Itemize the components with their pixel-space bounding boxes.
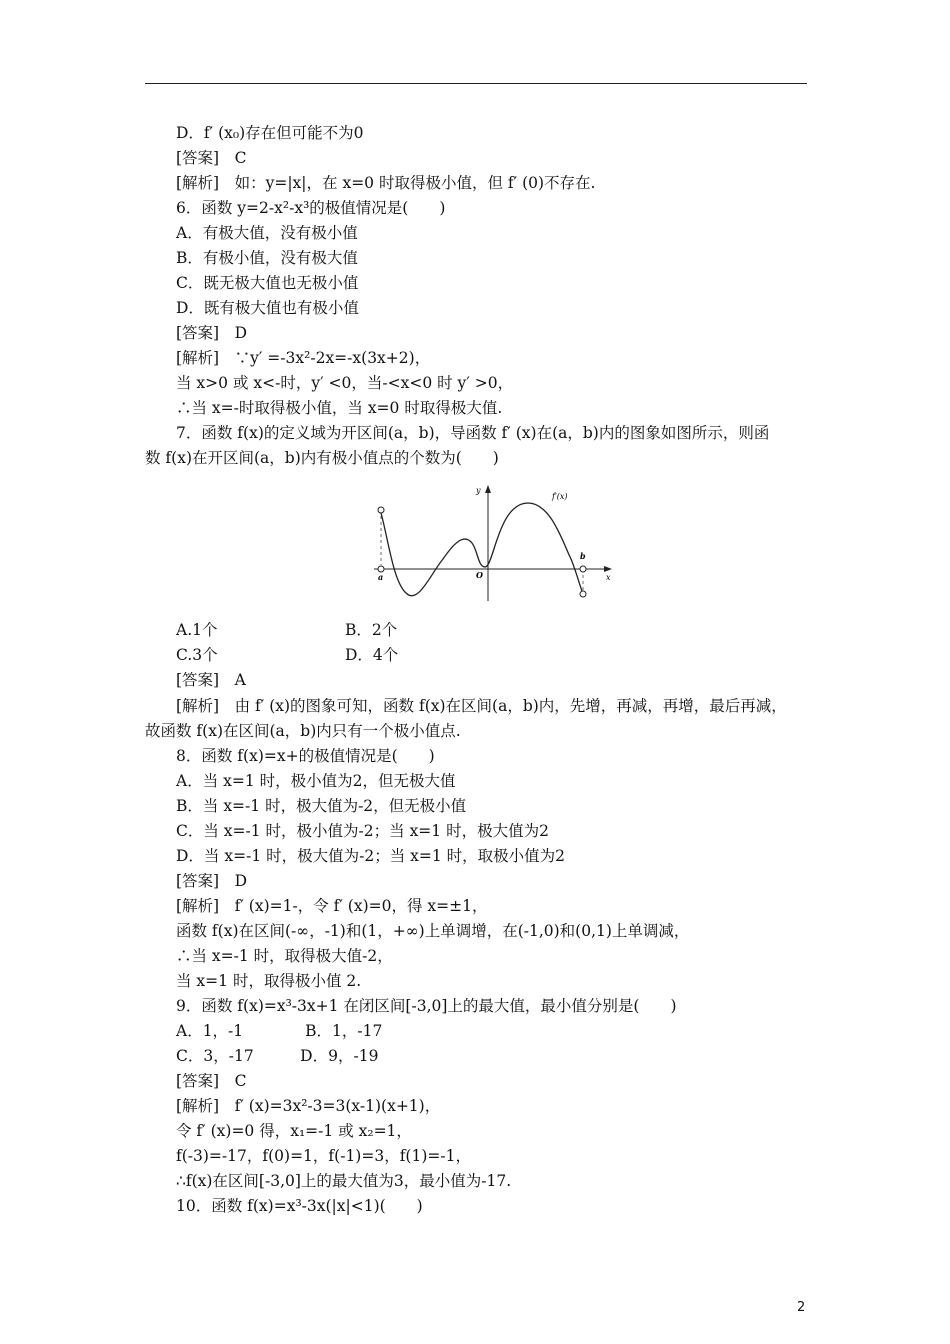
b-label: b: [580, 551, 586, 561]
header-rule: [145, 83, 807, 84]
text-line: 10．函数 f(x)=x³-3x(|x|<1)( ): [176, 1197, 423, 1215]
text-line: 当 x>0 或 x<-时，y′ <0，当-<x<0 时 y′ >0，: [176, 374, 514, 392]
option-b: B．2个: [345, 621, 398, 639]
text-line: 6．函数 y=2-x²-x³的极值情况是( ): [176, 199, 446, 217]
text-line: A．当 x=1 时，极小值为2，但无极大值: [176, 772, 456, 790]
open-point-b-bottom: [580, 591, 586, 597]
text-line: 9．函数 f(x)=x³-3x+1 在闭区间[-3,0]上的最大值，最小值分别是( ): [176, 997, 677, 1015]
text-line: [解析] 由 f′ (x)的图象可知，函数 f(x)在区间(a，b)内，先增，再减，再增，最后再减，: [176, 697, 787, 715]
page-number: 2: [797, 1300, 806, 1315]
option-c: C.3个: [176, 646, 218, 664]
text-line: 函数 f(x)在区间(-∞，-1)和(1，+∞)上单调增，在(-1,0)和(0,1)上单调减，: [176, 922, 690, 940]
text-line: ∴当 x=-1 时，取得极大值-2，: [176, 947, 393, 965]
text-line: A．1，-1 B．1，-17: [176, 1022, 383, 1040]
text-line: 8．函数 f(x)=x+的极值情况是( ): [176, 747, 435, 765]
y-label: y: [476, 486, 481, 495]
text-line: 故函数 f(x)在区间(a，b)内只有一个极小值点.: [145, 722, 461, 740]
text-line: [答案] D: [176, 324, 248, 342]
text-line: 数 f(x)在开区间(a，b)内有极小值点的个数为( ): [145, 449, 499, 467]
text-line: ∴f(x)在区间[-3,0]上的最大值为3，最小值为-17.: [176, 1172, 512, 1190]
text-line: [答案] C: [176, 149, 247, 167]
open-point-b: [580, 566, 586, 572]
text-line: f(-3)=-17，f(0)=1，f(-1)=3，f(1)=-1，: [176, 1147, 471, 1165]
text-line: B．有极小值，没有极大值: [176, 249, 358, 267]
text-line: [解析] 如：y=|x|，在 x=0 时取得极小值，但 f′ (0)不存在.: [176, 174, 596, 192]
text-line: [答案] A: [176, 671, 246, 689]
text-line: [答案] C: [176, 1072, 247, 1090]
x-label: x: [606, 573, 611, 582]
text-line: [解析] f′ (x)=1-，令 f′ (x)=0，得 x=±1，: [176, 897, 488, 915]
option-d: D．4个: [345, 646, 399, 664]
open-point-a-top: [378, 507, 384, 513]
curve-label: f′(x): [552, 492, 568, 501]
text-line: [解析] ∵y′ =-3x²-2x=-x(3x+2)，: [176, 349, 431, 367]
text-line: [答案] D: [176, 872, 248, 890]
origin-label: O: [476, 570, 483, 580]
a-label: a: [378, 572, 384, 582]
text-line: 令 f′ (x)=0 得，x₁=-1 或 x₂=1，: [176, 1122, 412, 1140]
text-line: D．f′ (x₀)存在但可能不为0: [176, 124, 364, 142]
text-line: C．既无极大值也无极小值: [176, 274, 359, 292]
y-axis-arrow: [485, 485, 491, 493]
text-line: [解析] f′ (x)=3x²-3=3(x-1)(x+1)，: [176, 1097, 441, 1115]
text-line: 当 x=1 时，取得极小值 2.: [176, 972, 362, 990]
text-line: 7．函数 f(x)的定义域为开区间(a，b)，导函数 f′ (x)在(a，b)内的图象如图所示，则函: [176, 424, 770, 442]
text-line: C．3，-17 D．9，-19: [176, 1047, 379, 1065]
derivative-curve: [381, 503, 582, 596]
x-axis-arrow: [604, 566, 612, 572]
text-line: D．既有极大值也有极小值: [176, 299, 359, 317]
text-line: D．当 x=-1 时，极大值为-2；当 x=1 时，取极小值为2: [176, 847, 566, 865]
derivative-graph: [368, 483, 616, 603]
text-line: B．当 x=-1 时，极大值为-2，但无极小值: [176, 797, 467, 815]
option-a: A.1个: [176, 621, 218, 639]
text-line: C．当 x=-1 时，极小值为-2；当 x=1 时，极大值为2: [176, 822, 549, 840]
text-line: A．有极大值，没有极小值: [176, 224, 358, 242]
text-line: ∴当 x=-时取得极小值，当 x=0 时取得极大值.: [176, 399, 503, 417]
